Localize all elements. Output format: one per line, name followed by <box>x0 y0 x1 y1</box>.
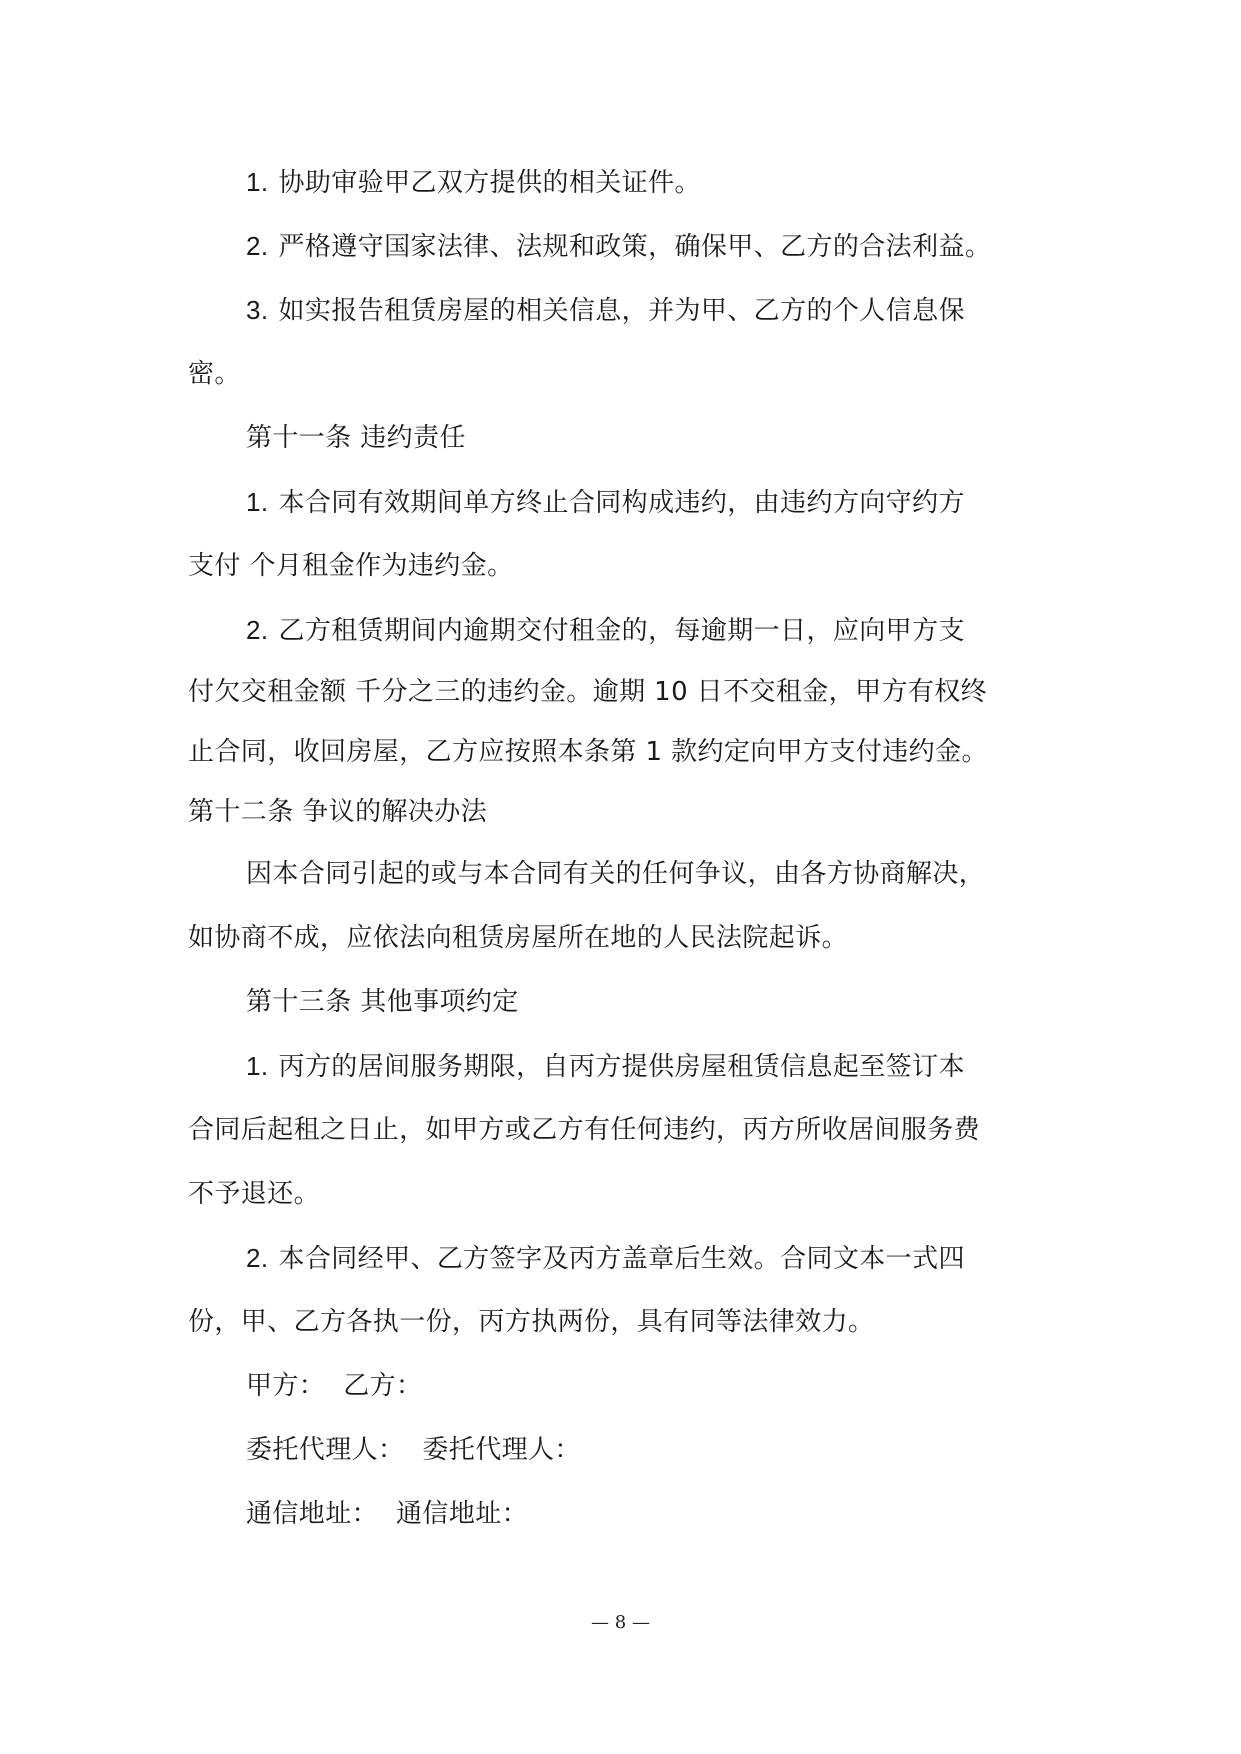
item-number: 2. <box>246 231 269 261</box>
signature-party-row <box>188 1354 1058 1418</box>
item-number: 3. <box>246 295 269 325</box>
clause-10-item-3 <box>188 278 1058 342</box>
article-13-item-2-cont: 份，甲、乙方各执一份，丙方执两份，具有同等法律效力。 <box>188 1307 875 1337</box>
item-number: 1. <box>246 1051 269 1081</box>
signature-agent-row <box>188 1418 1058 1482</box>
article-12-cont: 如协商不成，应依法向租赁房屋所在地的人民法院起诉。 <box>188 923 849 953</box>
article-11-title: 第十一条 违约责任 <box>246 423 466 453</box>
item-text: 协助审验甲乙双方提供的相关证件。 <box>278 168 701 198</box>
article-13-title: 第十三条 其他事项约定 <box>246 987 519 1017</box>
article-11-item-1 <box>188 470 1058 534</box>
item-text: 丙方的居间服务期限，自丙方提供房屋租赁信息起至签订本 <box>278 1052 965 1082</box>
page-number: — 8 — <box>591 1612 650 1633</box>
party-a-label: 甲方： <box>246 1371 326 1401</box>
item-number: 2. <box>246 1243 269 1273</box>
article-12-title: 第十二条 争议的解决办法 <box>188 797 488 827</box>
item-number: 2. <box>246 615 269 645</box>
address-b-label: 通信地址： <box>396 1499 529 1529</box>
address-a-label: 通信地址： <box>246 1499 379 1529</box>
document-body <box>188 150 1058 1546</box>
article-13-item-2 <box>188 1226 1058 1290</box>
clause-10-item-3-cont: 密。 <box>188 359 241 389</box>
item-text: 严格遵守国家法律、法规和政策，确保甲、乙方的合法利益。 <box>278 232 992 262</box>
item-text: 本合同有效期间单方终止合同构成违约，由违约方向守约方 <box>278 488 965 518</box>
article-11-item-2-cont-1: 付欠交租金额 千分之三的违约金。逾期 10 日不交租金，甲方有权终 <box>188 677 988 707</box>
clause-10-item-2 <box>188 214 1058 278</box>
article-13-item-1-cont-2: 不予退还。 <box>188 1179 321 1209</box>
article-13-item-1 <box>188 1034 1058 1098</box>
party-b-label: 乙方： <box>343 1371 423 1401</box>
item-text: 本合同经甲、乙方签字及丙方盖章后生效。合同文本一式四 <box>278 1244 965 1274</box>
agent-b-label: 委托代理人： <box>422 1435 581 1465</box>
item-text: 乙方租赁期间内逾期交付租金的，每逾期一日，应向甲方支 <box>278 616 965 646</box>
article-12-text: 因本合同引起的或与本合同有关的任何争议，由各方协商解决， <box>246 859 986 889</box>
article-13-item-1-cont-1: 合同后起租之日止，如甲方或乙方有任何违约，丙方所收居间服务费 <box>188 1115 981 1145</box>
article-11-item-2 <box>188 598 1058 662</box>
signature-address-row <box>188 1482 1058 1546</box>
item-number: 1. <box>246 487 269 517</box>
article-11-item-2-cont-2: 止合同，收回房屋，乙方应按照本条第 1 款约定向甲方支付违约金。 <box>188 737 988 767</box>
clause-10-item-1 <box>188 150 1058 214</box>
article-11-item-1-cont: 支付 个月租金作为违约金。 <box>188 551 514 581</box>
item-text: 如实报告租赁房屋的相关信息，并为甲、乙方的个人信息保 <box>278 296 965 326</box>
agent-a-label: 委托代理人： <box>246 1435 405 1465</box>
item-number: 1. <box>246 167 269 197</box>
